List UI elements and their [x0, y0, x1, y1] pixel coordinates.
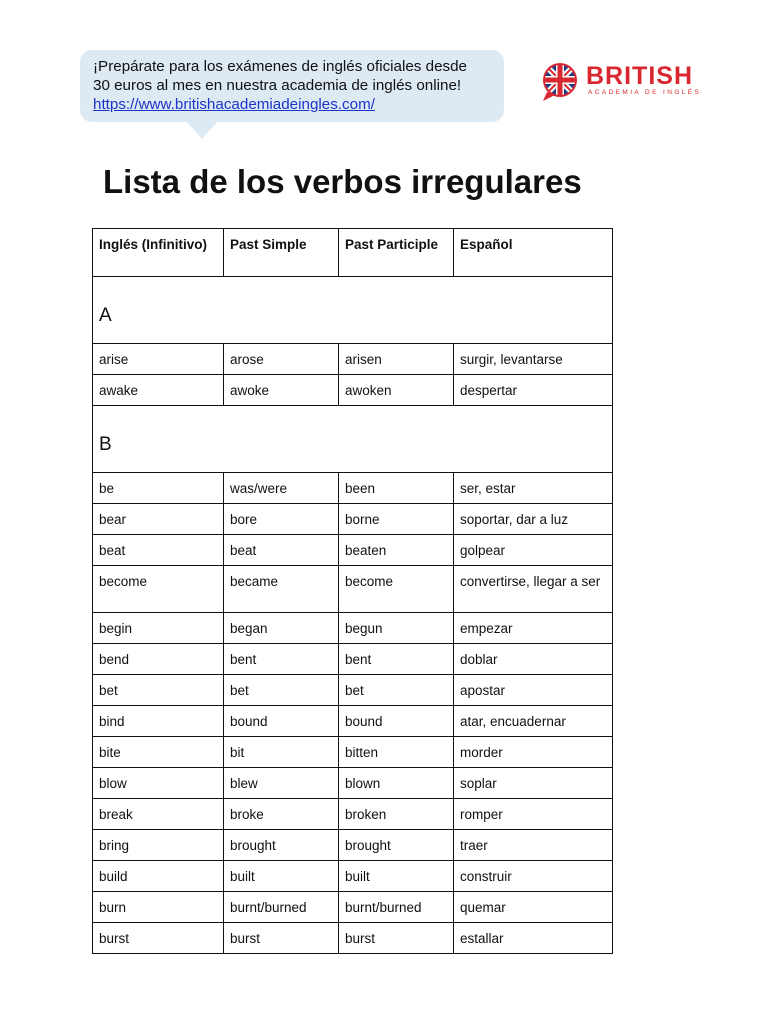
table-header-row [93, 229, 613, 277]
section-row-b [93, 406, 613, 473]
cell-past-simple: built [224, 861, 339, 892]
cell-infinitive: blow [93, 768, 224, 799]
table-row [93, 799, 613, 830]
cell-spanish: quemar [454, 892, 613, 923]
cell-infinitive: bend [93, 644, 224, 675]
cell-infinitive: beat [93, 535, 224, 566]
table-row [93, 375, 613, 406]
cell-spanish: apostar [454, 675, 613, 706]
cell-past-simple: bound [224, 706, 339, 737]
cell-past-participle: bound [339, 706, 454, 737]
cell-past-simple: bet [224, 675, 339, 706]
section-letter: B [93, 406, 613, 473]
cell-spanish: estallar [454, 923, 613, 954]
table-row [93, 613, 613, 644]
section-letter: A [93, 277, 613, 344]
cell-past-simple: was/were [224, 473, 339, 504]
cell-spanish: ser, estar [454, 473, 613, 504]
cell-spanish: despertar [454, 375, 613, 406]
table-row [93, 504, 613, 535]
logo-subtitle: ACADEMIA DE INGLÉS [588, 89, 702, 96]
cell-past-participle: burst [339, 923, 454, 954]
cell-past-simple: broke [224, 799, 339, 830]
cell-past-simple: became [224, 566, 339, 613]
cell-past-simple: bore [224, 504, 339, 535]
cell-past-participle: built [339, 861, 454, 892]
cell-past-participle: bitten [339, 737, 454, 768]
table-row [93, 861, 613, 892]
cell-past-participle: been [339, 473, 454, 504]
cell-past-participle: burnt/burned [339, 892, 454, 923]
cell-past-participle: bet [339, 675, 454, 706]
cell-past-participle: beaten [339, 535, 454, 566]
table-row [93, 675, 613, 706]
cell-past-participle: brought [339, 830, 454, 861]
cell-past-simple: began [224, 613, 339, 644]
academy-website-link[interactable]: https://www.britishacademiadeingles.com/ [93, 96, 375, 113]
cell-infinitive: begin [93, 613, 224, 644]
cell-infinitive: build [93, 861, 224, 892]
table-row [93, 892, 613, 923]
table-row [93, 737, 613, 768]
cell-infinitive: bite [93, 737, 224, 768]
table-row [93, 830, 613, 861]
uk-flag-speech-bubble-icon [540, 62, 580, 102]
cell-infinitive: arise [93, 344, 224, 375]
header-spanish: Español [454, 229, 613, 277]
cell-infinitive: bet [93, 675, 224, 706]
logo-wordmark: BRITISH [586, 62, 693, 90]
table-row [93, 644, 613, 675]
cell-past-simple: arose [224, 344, 339, 375]
header-past-simple: Past Simple [224, 229, 339, 277]
header-past-participle: Past Participle [339, 229, 454, 277]
header-infinitive: Inglés (Infinitivo) [93, 229, 224, 277]
table-row [93, 535, 613, 566]
cell-spanish: empezar [454, 613, 613, 644]
cell-past-participle: arisen [339, 344, 454, 375]
cell-past-simple: burst [224, 923, 339, 954]
cell-spanish: construir [454, 861, 613, 892]
cell-past-simple: burnt/burned [224, 892, 339, 923]
cell-past-participle: begun [339, 613, 454, 644]
table-row [93, 344, 613, 375]
cell-spanish: atar, encuadernar [454, 706, 613, 737]
cell-infinitive: be [93, 473, 224, 504]
cell-past-simple: brought [224, 830, 339, 861]
cell-spanish: morder [454, 737, 613, 768]
table-row [93, 473, 613, 504]
table-row [93, 566, 613, 613]
cell-infinitive: bear [93, 504, 224, 535]
cell-past-simple: awoke [224, 375, 339, 406]
cell-spanish: soplar [454, 768, 613, 799]
cell-past-simple: bit [224, 737, 339, 768]
cell-infinitive: bind [93, 706, 224, 737]
cell-spanish: soportar, dar a luz [454, 504, 613, 535]
page-title: Lista de los verbos irregulares [103, 163, 582, 200]
promo-text-line-1: ¡Prepárate para los exámenes de inglés oficiales desde [93, 58, 467, 75]
cell-spanish: golpear [454, 535, 613, 566]
section-row-a [93, 277, 613, 344]
cell-past-simple: blew [224, 768, 339, 799]
cell-spanish: surgir, levantarse [454, 344, 613, 375]
cell-past-participle: awoken [339, 375, 454, 406]
cell-spanish: convertirse, llegar a ser [454, 566, 613, 613]
promo-banner [80, 50, 504, 122]
cell-infinitive: burn [93, 892, 224, 923]
cell-spanish: romper [454, 799, 613, 830]
speech-bubble-tail [186, 121, 218, 139]
promo-text-line-2: 30 euros al mes en nuestra academia de inglés online! [93, 77, 462, 94]
table-row [93, 768, 613, 799]
cell-infinitive: awake [93, 375, 224, 406]
cell-past-simple: beat [224, 535, 339, 566]
irregular-verbs-table [92, 228, 613, 954]
british-academy-logo [540, 62, 710, 104]
cell-infinitive: break [93, 799, 224, 830]
cell-spanish: doblar [454, 644, 613, 675]
cell-past-participle: broken [339, 799, 454, 830]
cell-past-participle: blown [339, 768, 454, 799]
cell-past-participle: bent [339, 644, 454, 675]
table-row [93, 706, 613, 737]
table-row [93, 923, 613, 954]
cell-past-participle: borne [339, 504, 454, 535]
cell-past-simple: bent [224, 644, 339, 675]
cell-infinitive: become [93, 566, 224, 613]
cell-infinitive: bring [93, 830, 224, 861]
cell-spanish: traer [454, 830, 613, 861]
cell-infinitive: burst [93, 923, 224, 954]
cell-past-participle: become [339, 566, 454, 613]
